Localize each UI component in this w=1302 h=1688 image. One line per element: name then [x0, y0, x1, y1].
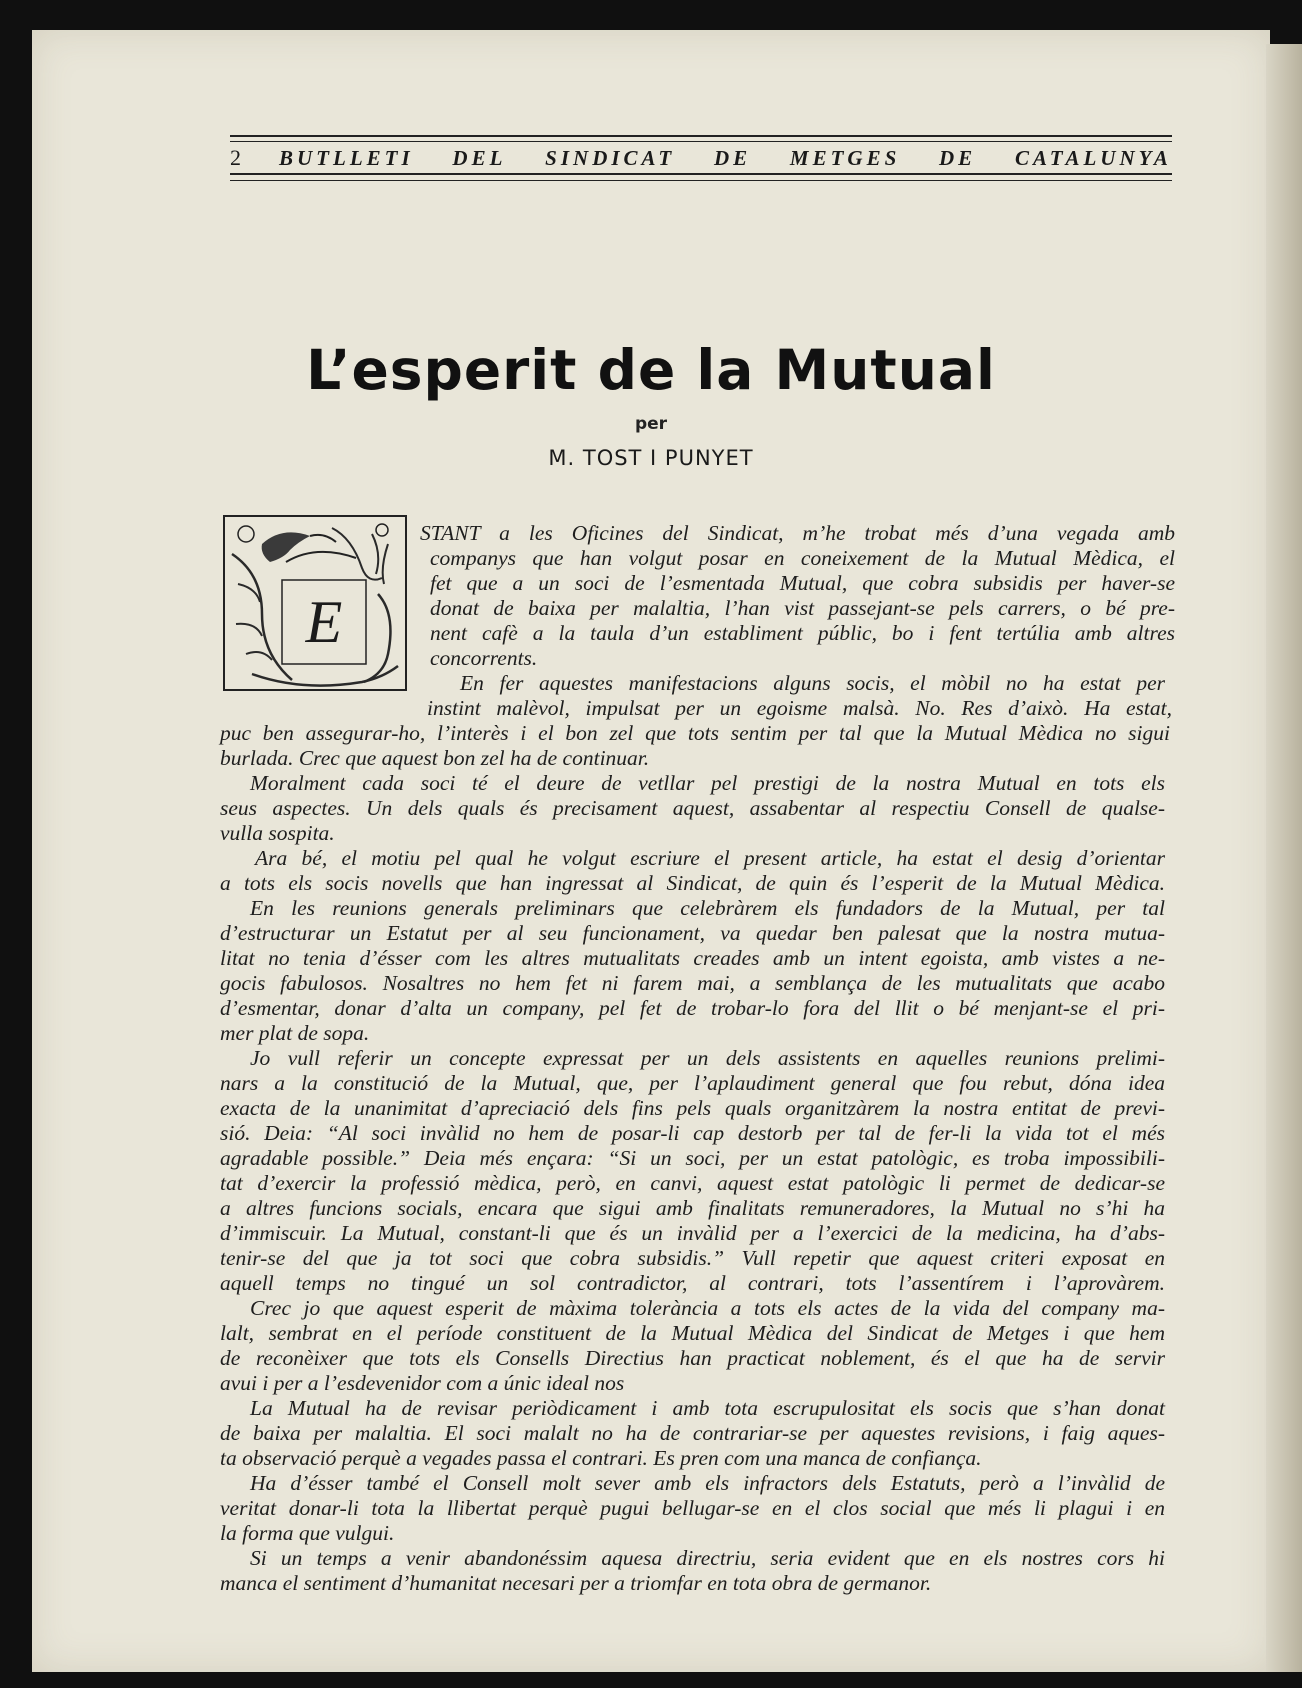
page-number: 2 [230, 145, 241, 170]
header-rule [230, 141, 1172, 142]
publication-word: SINDICAT [545, 145, 676, 170]
header-rule [230, 135, 1172, 137]
text-line: puc ben assegurar-ho, l’interès i el bon zel que tots sentim per tal que la Mutual Mèdica no sigui [220, 721, 1170, 745]
text-line: litat no tenia d’ésser com les altres mutualitats creades amb un intent egoista, amb vistes a ne- [220, 946, 1165, 970]
text-line: aquell temps no tingué un sol contradictor, al contrari, tots l’assentírem i l’aprovàrem. [220, 1271, 1165, 1295]
text-line: de baixa per malaltia. El soci malalt no ha de contrariar-se per aquestes revisions, i faig aques- [220, 1421, 1165, 1445]
text-line: a tots els socis novells que han ingressat al Sindicat, de quin és l’esperit de la Mutual Mèdica. [220, 871, 1165, 895]
text-line: d’esmentar, donar d’alta un company, pel fet de trobar-lo fora del llit o bé menjant-se el pri- [220, 996, 1165, 1020]
text-line: avui i per a l’esdevenidor com a únic ideal nos [220, 1371, 625, 1395]
text-line: a altres funcions socials, encara que sigui amb finalitats remuneradores, la Mutual no s’hi ha [220, 1196, 1165, 1220]
text-line: manca el sentiment d’humanitat necesari per a triomfar en tota obra de germanor. [220, 1571, 932, 1595]
text-line: agradable possible.” Deia més ençara: “Si un soci, per un estat patològic, es troba impossibili- [220, 1146, 1165, 1170]
text-line: d’estructurar un Estatut per al seu funcionament, va quedar ben palesat que la nostra mutua- [220, 921, 1165, 945]
header-rule [230, 180, 1172, 181]
text-line: En fer aquestes manifestacions alguns socis, el mòbil no ha estat per [460, 671, 1165, 695]
text-line: fet que a un soci de l’esmentada Mutual, que cobra subsidis per haver-se [430, 571, 1175, 595]
text-line: tat d’exercir la professió mèdica, però, en canvi, aquest estat patològic li permet de dedicar-se [220, 1171, 1165, 1195]
text-line: gocis fabulosos. Nosaltres no hem fet ni farem mai, a semblança de les mutualitats que acabo [220, 971, 1165, 995]
text-line: Crec jo que aquest esperit de màxima tolerància a tots els actes de la vida del company ma- [250, 1296, 1165, 1320]
text-line: de reconèixer que tots els Consells Directius han practicat noblement, és el que ha de servir [220, 1346, 1165, 1370]
publication-word: DE [939, 145, 977, 170]
text-line: Si un temps a venir abandonéssim aquesa directriu, seria evident que en els nostres cors hi [250, 1546, 1165, 1570]
article-title: L’esperit de la Mutual [306, 338, 996, 402]
header-row [230, 144, 1172, 172]
publication-word: DE [713, 145, 752, 170]
text-line: lalt, sembrat en el període constituent de la Mutual Mèdica del Sindicat de Metges i que hem [220, 1321, 1165, 1345]
text-line: La Mutual ha de revisar periòdicament i amb tota escrupulositat els socis que s’han donat [250, 1396, 1165, 1420]
text-line: STANT a les Oficines del Sindicat, m’he trobat més d’una vegada amb [420, 521, 1175, 545]
author-name: M. TOST I PUNYET [548, 446, 754, 470]
publication-title [279, 146, 1172, 171]
text-line: Moralment cada soci té el deure de vetllar pel prestigi de la nostra Mutual en tots els [250, 771, 1165, 795]
publication-word: BUTLLETI [279, 145, 414, 170]
text-line: sió. Deia: “Al soci invàlid no hem de posar-li cap destorb per tal de fer-li la vida tot el més [220, 1121, 1165, 1145]
text-line: donat de baixa per malaltia, l’han vist passejant-se pels carrers, o bé pre- [430, 596, 1175, 620]
publication-word: DEL [452, 145, 507, 170]
text-line: vulla sospita. [220, 821, 335, 845]
text-line: nent cafè a la taula d’un establiment públic, bo i fent tertúlia amb altres [430, 621, 1175, 645]
text-line: d’immiscuir. La Mutual, constant-li que és un invàlid per a l’exercici de la medicina, ha d’abs- [220, 1221, 1165, 1245]
drop-cap-ornament [222, 514, 408, 694]
drop-cap-letter: E [305, 588, 343, 655]
book-spine [1266, 44, 1302, 1672]
text-line: exacta de la unanimitat d’apreciació dels fins pels quals organitzàrem la nostra entitat de previ- [220, 1096, 1165, 1120]
header-rule [230, 173, 1172, 175]
running-header [230, 135, 1172, 187]
text-line: Ara bé, el motiu pel qual he volgut escriure el present article, ha estat el desig d’orientar [255, 846, 1165, 870]
text-line: instint malèvol, impulsat per un egoisme malsà. No. Res d’això. Ha estat, [427, 696, 1172, 720]
text-line: mer plat de sopa. [220, 1021, 370, 1045]
publication-word: METGES [789, 145, 901, 170]
text-line: nars a la constitució de la Mutual, que, per l’aplaudiment general que fou rebut, dóna idea [220, 1071, 1165, 1095]
text-line: la forma que vulgui. [220, 1521, 395, 1545]
text-line: burlada. Crec que aquest bon zel ha de continuar. [220, 746, 650, 770]
text-line: veritat donar-li tota la llibertat perquè pugui bellugar-se en el clos social que més li plagui i en [220, 1496, 1165, 1520]
text-line: En les reunions generals preliminars que celebràrem els fundadors de la Mutual, per tal [250, 896, 1165, 920]
byline-prefix: per [634, 414, 668, 434]
text-line: Ha d’ésser també el Consell molt sever amb els infractors dels Estatuts, però a l’invàlid de [250, 1471, 1165, 1495]
text-line: companys que han volgut posar en coneixement de la Mutual Mèdica, el [430, 546, 1175, 570]
publication-word: CATALUNYA [1014, 145, 1172, 170]
text-line: concorrents. [430, 646, 538, 670]
text-line: seus aspectes. Un dels quals és precisament aquest, assabentar al respectiu Consell de qualse- [220, 796, 1165, 820]
text-line: tenir-se del que ja tot soci que cobra subsidis.” Vull repetir que aquest criteri exposat en [220, 1246, 1165, 1270]
text-line: Jo vull referir un concepte expressat per un dels assistents en aquelles reunions prelimi- [250, 1046, 1165, 1070]
text-line: ta observació perquè a vegades passa el contrari. Es pren com una manca de confiança. [220, 1446, 982, 1470]
